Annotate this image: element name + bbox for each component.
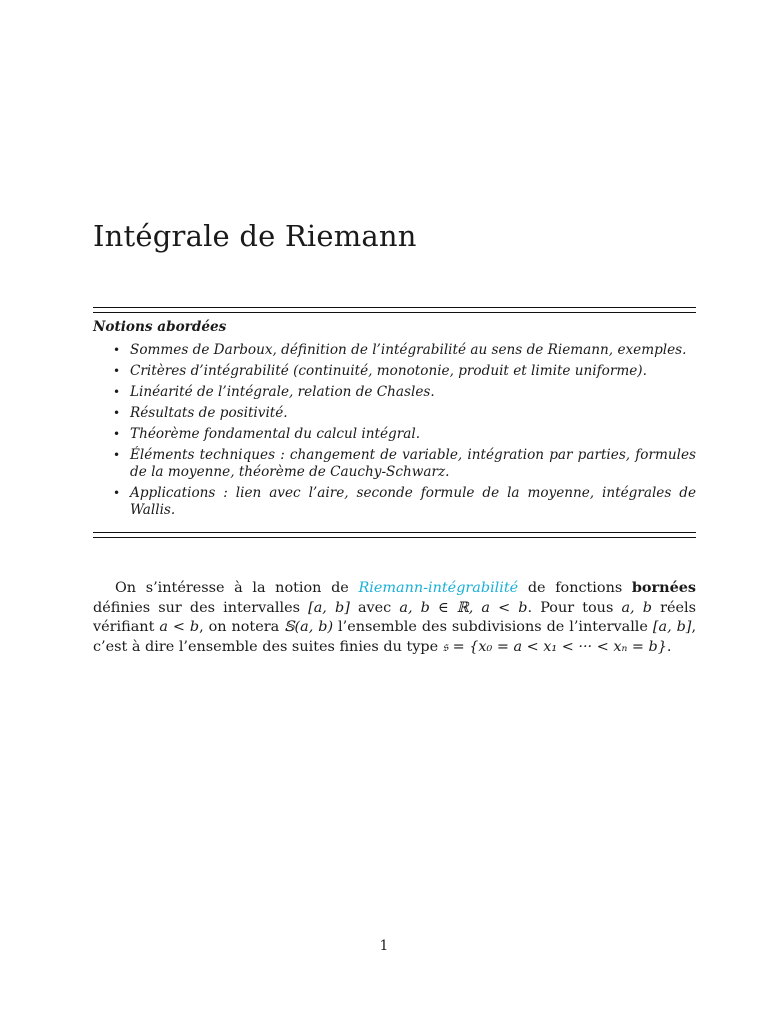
notions-list-item: • Applications : lien avec l’aire, seconde formule de la moyenne, intégrales de Wallis. — [113, 485, 696, 518]
notions-heading: Notions abordées — [93, 319, 227, 335]
notions-list-item: • Éléments techniques : changement de variable, intégration par parties, formules de la moyenne, théorème de Cauchy-Schwarz. — [113, 447, 696, 480]
bullet-icon: • — [113, 486, 121, 500]
bullet-icon: • — [113, 427, 121, 441]
page-number: 1 — [379, 938, 389, 954]
notions-box — [93, 319, 696, 523]
bottom-double-rule-lower — [93, 537, 696, 538]
bullet-icon: • — [113, 448, 121, 462]
intro-paragraph: On s’intéresse à la notion de Riemann-intégrabilité de fonctions bornées définies sur des intervalles [a, b] avec a, b ∈ ℝ, a < b. Pour tous a, b réels vérifiant a < b, on notera 𝕊(a, b) l’ensemble des subdivisions de l’intervalle [a, b], c’est à dire l’ensemble des suites finies du type 𝔰 = {x₀ = a < x₁ < ··· < xₙ = b}. — [93, 579, 697, 655]
math-interval: [a, b] — [652, 619, 692, 635]
math-inequality: a < b — [159, 619, 200, 635]
math-subdivision: 𝔰 = {x₀ = a < x₁ < ··· < xₙ = b} — [442, 638, 667, 655]
notions-list-item: • Critères d’intégrabilité (continuité, monotonie, produit et limite uniforme). — [113, 363, 647, 379]
math-subdivision-set: 𝕊(a, b) — [284, 619, 334, 635]
math-variables: a, b — [621, 599, 652, 616]
bullet-icon: • — [113, 385, 121, 399]
top-double-rule-lower — [93, 312, 696, 313]
bottom-double-rule-upper — [93, 532, 696, 533]
notions-list-item: • Sommes de Darboux, définition de l’intégrabilité au sens de Riemann, exemples. — [113, 342, 687, 358]
bold-term: bornées — [631, 579, 696, 596]
math-condition: a, b ∈ ℝ, a < b — [399, 599, 528, 616]
notions-list-item: • Théorème fondamental du calcul intégral. — [113, 426, 421, 442]
notions-list-item: • Linéarité de l’intégrale, relation de Chasles. — [113, 384, 435, 400]
top-double-rule-upper — [93, 307, 696, 308]
notions-list-item: • Résultats de positivité. — [113, 405, 288, 421]
notions-list — [93, 342, 696, 519]
bullet-icon: • — [113, 364, 121, 378]
math-interval: [a, b] — [308, 599, 350, 616]
bullet-icon: • — [113, 406, 121, 420]
page-title: Intégrale de Riemann — [93, 219, 417, 253]
riemann-integrability-link[interactable]: Riemann-intégrabilité — [358, 580, 519, 596]
bullet-icon: • — [113, 343, 121, 357]
